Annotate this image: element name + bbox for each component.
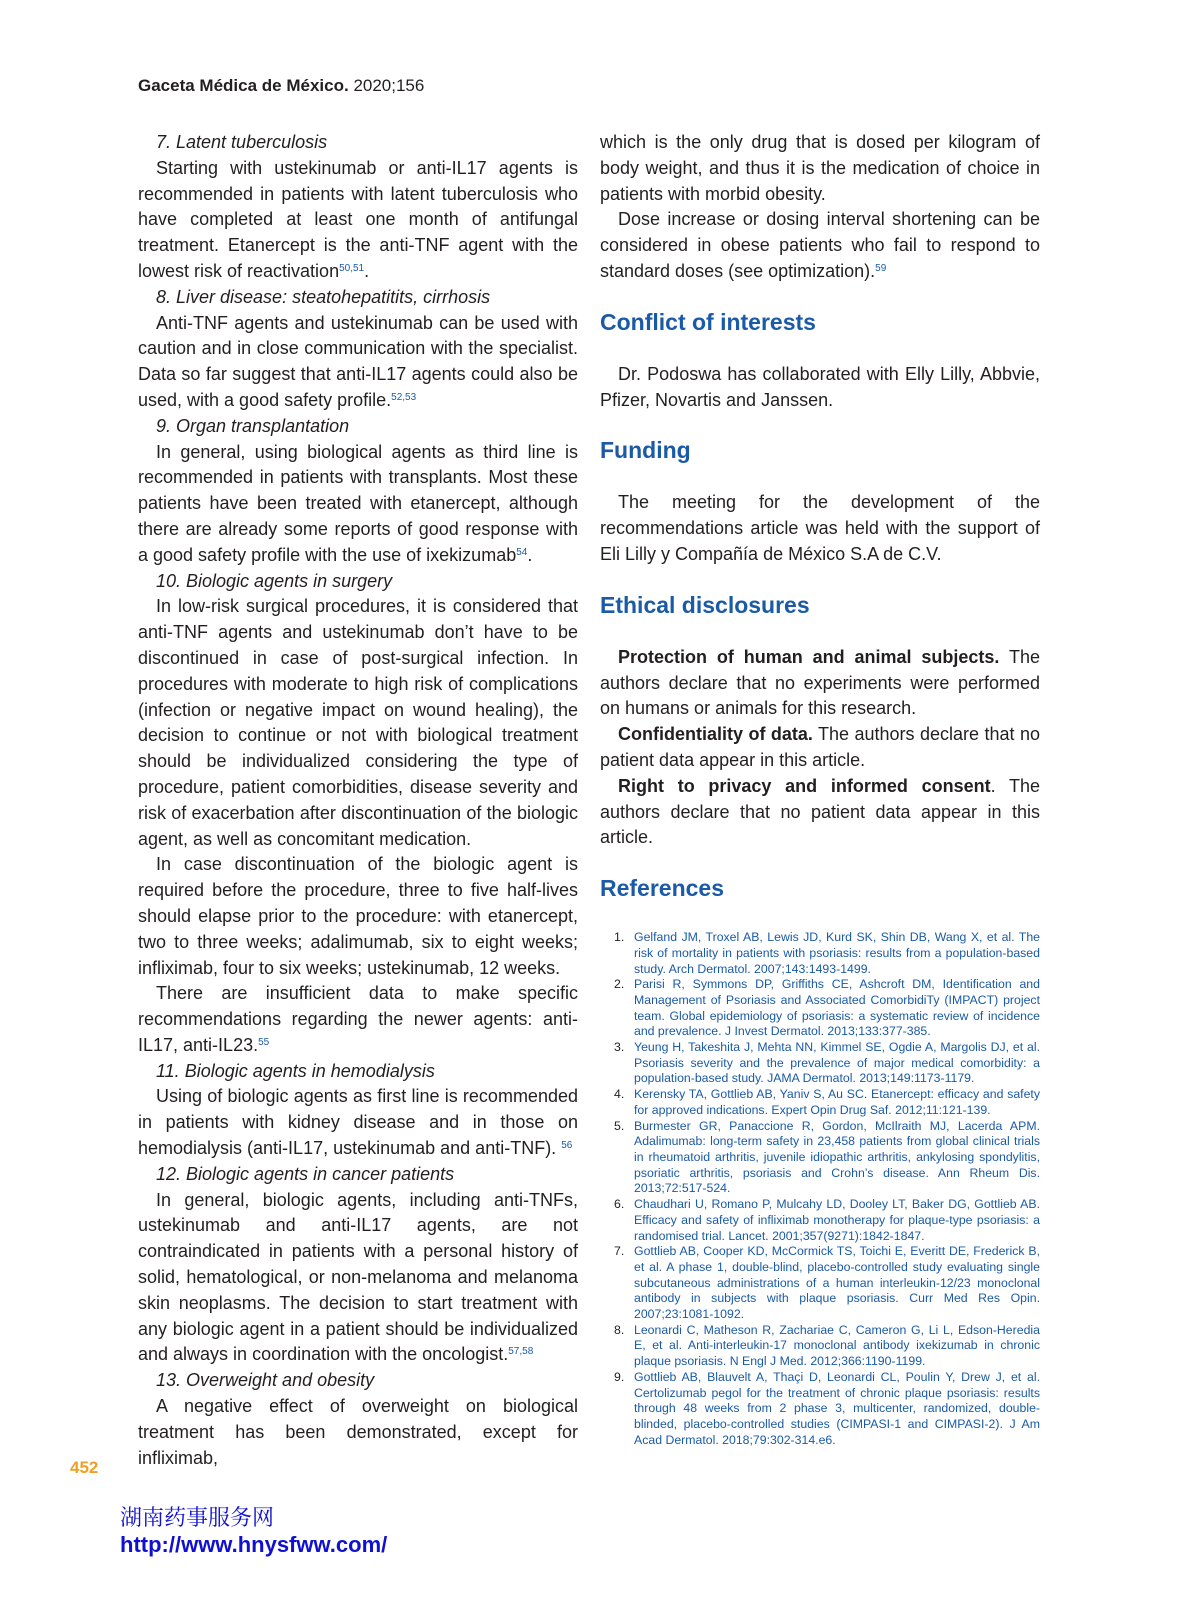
section-heading-7: 7. Latent tuberculosis [156,132,328,152]
paragraph: In case discontinuation of the biologic agent is required before the procedure, three to five half-lives should elapse prior to the procedure: with etanercept, two to three weeks; adalimumab, six to eight weeks; infliximab, four to six weeks; ustekinumab, 12 weeks. [138,854,578,978]
section-heading-9: 9. Organ transplantation [156,415,350,436]
ethical-label: Confidentiality of data. [618,724,813,745]
ethical-text: The authors declare that no patient data appear in this article. [600,724,1040,770]
ethical-heading: Ethical disclosures [600,591,810,618]
paragraph [138,981,578,1058]
running-header [138,76,424,96]
reference-item[interactable] [600,977,1040,1040]
paragraph-text: In general, using biological agents as third line is recommended in patients with transplants. Most these patients have been treated with etanercept, although there are already some reports of good response with a good safety profile with the use of ixekizumab [138,441,578,565]
reference-text: Gottlieb AB, Blauvelt A, Thaçi D, Leonardi CL, Poulin Y, Drew J, et al. Certolizumab pegol for the treatment of chronic plaque psoriasis: results through 48 weeks from 2 phase 3, multicenter, randomized, double-blinded, placebo-controlled studies (CIMPASI-1 and CIMPASI-2). J Am Acad Dermatol. 2018;79:302-314.e6. [634,1369,1040,1447]
watermark-url[interactable]: http://www.hnysfww.com/ [120,1532,388,1557]
ethical-label: Right to privacy and informed consent [618,775,991,796]
reference-text: Chaudhari U, Romano P, Mulcahy LD, Dooley LT, Baker DG, Gottlieb AB. Efficacy and safety of infliximab monotherapy for plaque-type psoriasis: a randomised trial. Lancet. 2001;357(9271):1842-1847. [634,1197,1040,1243]
paragraph: A negative effect of overweight on biological treatment has been demonstrated, except for infliximab, [138,1396,578,1468]
watermark [120,1506,387,1558]
citation-ref[interactable]: 56 [561,1140,573,1152]
ethical-paragraph [600,645,1040,722]
paragraph-text: Starting with ustekinumab or anti-IL17 agents is recommended in patients with latent tuberculosis who have completed at least one month of antifungal treatment. Etanercept is the anti-TNF agent with the lowest risk of reactivation [138,157,578,281]
citation-ref[interactable]: 59 [875,262,887,274]
reference-number: 7. [614,1244,625,1259]
reference-number: 5. [614,1118,625,1133]
paragraph: In low-risk surgical procedures, it is considered that anti-TNF agents and ustekinumab don’t have to be discontinued in case of post-surgical infection. In procedures with moderate to high risk of complications (infection or negative impact on wound healing), the decision to continue or not with biological treatment should be individualized considering the type of procedure, patient comorbidities, disease severity and risk of exacerbation after discontinuation of the biologic agent, as well as concomitant medication. [138,596,578,849]
paragraph [600,207,1040,284]
reference-number: 6. [614,1197,625,1212]
references-list [600,930,1040,1448]
reference-number: 9. [614,1369,625,1384]
journal-year-volume: 2020;156 [353,76,425,95]
reference-item[interactable] [600,1370,1040,1449]
reference-number: 4. [614,1087,625,1102]
reference-text: Parisi R, Symmons DP, Griffiths CE, Ashcroft DM, Identification and Management of Psoriasis and Associated ComorbidiTy (IMPACT) project team. Global epidemiology of psoriasis: a systematic review of incidence and prevalence. J Invest Dermatol. 2013;133:377-385. [634,977,1040,1039]
reference-number: 2. [614,977,625,992]
paragraph-text: Anti-TNF agents and ustekinumab can be used with caution and in close communication with the specialist. Data so far suggest that anti-IL17 agents could also be used, with a good safety profile. [138,312,578,410]
section-heading-11: 11. Biologic agents in hemodialysis [156,1060,435,1081]
reference-text: Leonardi C, Matheson R, Zachariae C, Cameron G, Li L, Edson-Heredia E, et al. Anti-interleukin-17 monoclonal antibody ixekizumab in chronic plaque psoriasis. N Engl J Med. 2012;366:1190-1199. [634,1322,1040,1369]
conflict-heading: Conflict of interests [600,308,816,335]
reference-item[interactable] [600,930,1040,977]
reference-text: Yeung H, Takeshita J, Mehta NN, Kimmel SE, Ogdie A, Margolis DJ, et al. Psoriasis severity and the prevalence of major medical comorbidity: a population-based study. JAMA Dermatol. 2013;149:1173-1179. [634,1040,1040,1086]
funding-text: The meeting for the development of the recommendations article was held with the support of Eli Lilly y Compañía de México S.A de C.V. [600,492,1040,564]
citation-ref[interactable]: 55 [258,1036,270,1048]
paragraph-text: Dose increase or dosing interval shortening can be considered in obese patients who fail to respond to standard doses (see optimization). [600,209,1040,281]
paragraph-text: Using of biologic agents as first line is recommended in patients with kidney disease and in those on hemodialysis (anti-IL17, ustekinumab and anti-TNF). [138,1086,578,1159]
reference-item[interactable] [600,1087,1040,1118]
ethical-paragraph [600,774,1040,851]
section-heading-13: 13. Overweight and obesity [156,1370,375,1391]
citation-ref[interactable]: 54 [516,546,528,558]
reference-text: Gottlieb AB, Cooper KD, McCormick TS, Toichi E, Everitt DE, Frederick B, et al. A phase 1, double-blind, placebo-controlled study evaluating single subcutaneous administrations of a human interleukin-12/23 monoclonal antibody in subjects with plaque psoriasis. Curr Med Res Opin. 2007;23:1081-1092. [634,1244,1040,1322]
reference-number: 8. [614,1322,625,1337]
page-number: 452 [70,1458,99,1477]
reference-item[interactable] [600,1040,1040,1087]
citation-ref[interactable]: 57,58 [508,1346,534,1358]
right-column [600,130,1040,1448]
journal-name: Gaceta Médica de México. [138,76,349,95]
section-heading-8: 8. Liver disease: steatohepatitits, cirrhosis [156,286,491,307]
reference-item[interactable] [600,1323,1040,1370]
reference-item[interactable] [600,1244,1040,1323]
reference-number: 3. [614,1040,625,1055]
ethical-text: The authors declare that no experiments were performed on humans or animals for this research. [600,646,1040,719]
reference-number: 1. [614,930,625,945]
citation-ref[interactable]: 50,51 [339,262,365,274]
references-heading: References [600,875,725,902]
reference-text: Burmester GR, Panaccione R, Gordon, McIlraith MJ, Lacerda APM. Adalimumab: long-term safety in 23,458 patients from global clinical trials in rheumatoid arthritis, juvenile idiopathic arthritis, ankylosing spondylitis, psoriatic arthritis, psoriasis and Crohn’s disease. Ann Rheum Dis. 2013;72:517-524. [634,1118,1040,1196]
paragraph: which is the only drug that is dosed per kilogram of body weight, and thus it is the medication of choice in patients with morbid obesity. [600,132,1040,204]
conflict-text: Dr. Podoswa has collaborated with Elly Lilly, Abbvie, Pfizer, Novartis and Janssen. [600,363,1040,410]
funding-heading: Funding [600,437,691,464]
ethical-text: . The authors declare that no patient data appear in this article. [600,775,1040,848]
ethical-paragraph [600,722,1040,774]
paragraph-text: In general, biologic agents, including anti-TNFs, ustekinumab and anti-IL17 agents, are not contraindicated in patients with a personal history of solid, hematological, or non-melanoma and melanoma skin neoplasms. The decision to start treatment with any biologic agent in a patient should be individualized and always in coordination with the oncologist. [138,1189,578,1365]
section-heading-12: 12. Biologic agents in cancer patients [156,1163,455,1184]
reference-item[interactable] [600,1197,1040,1244]
reference-text: Gelfand JM, Troxel AB, Lewis JD, Kurd SK, Shin DB, Wang X, et al. The risk of mortality in patients with psoriasis: results from a population-based study. Arch Dermatol. 2007;143:1493-1499. [634,930,1040,976]
watermark-site-name: 湖南药事服务网 [120,1506,275,1531]
citation-ref[interactable]: 52,53 [391,391,417,403]
left-column [138,130,578,1471]
reference-text: Kerensky TA, Gottlieb AB, Yaniv S, Au SC. Etanercept: efficacy and safety for approved indications. Expert Opin Drug Saf. 2012;11:121-139. [634,1087,1040,1117]
section-heading-10: 10. Biologic agents in surgery [156,570,393,591]
paragraph: In general, using biological agents as third line is recommended in patients with transplants. Most these patients have been treated with etanercept, although there are already some reports of good response with a good safety profile with the use of ixekizumab$^{54}$. [138,441,578,565]
reference-item[interactable] [600,1119,1040,1198]
ethical-label: Protection of human and animal subjects. [618,646,1000,667]
paragraph [138,311,578,414]
paragraph-text: There are insufficient data to make specific recommendations regarding the newer agents: anti-IL17, anti-IL23. [138,983,578,1055]
paragraph [138,1084,578,1161]
paragraph [138,1188,578,1369]
paragraph: Starting with ustekinumab or anti-IL17 agents is recommended in patients with latent tuberculosis who have completed at least one month of antifungal treatment. Etanercept is the anti-TNF agent with the lowest risk of reactivation$^{50,51}$. [138,157,578,281]
